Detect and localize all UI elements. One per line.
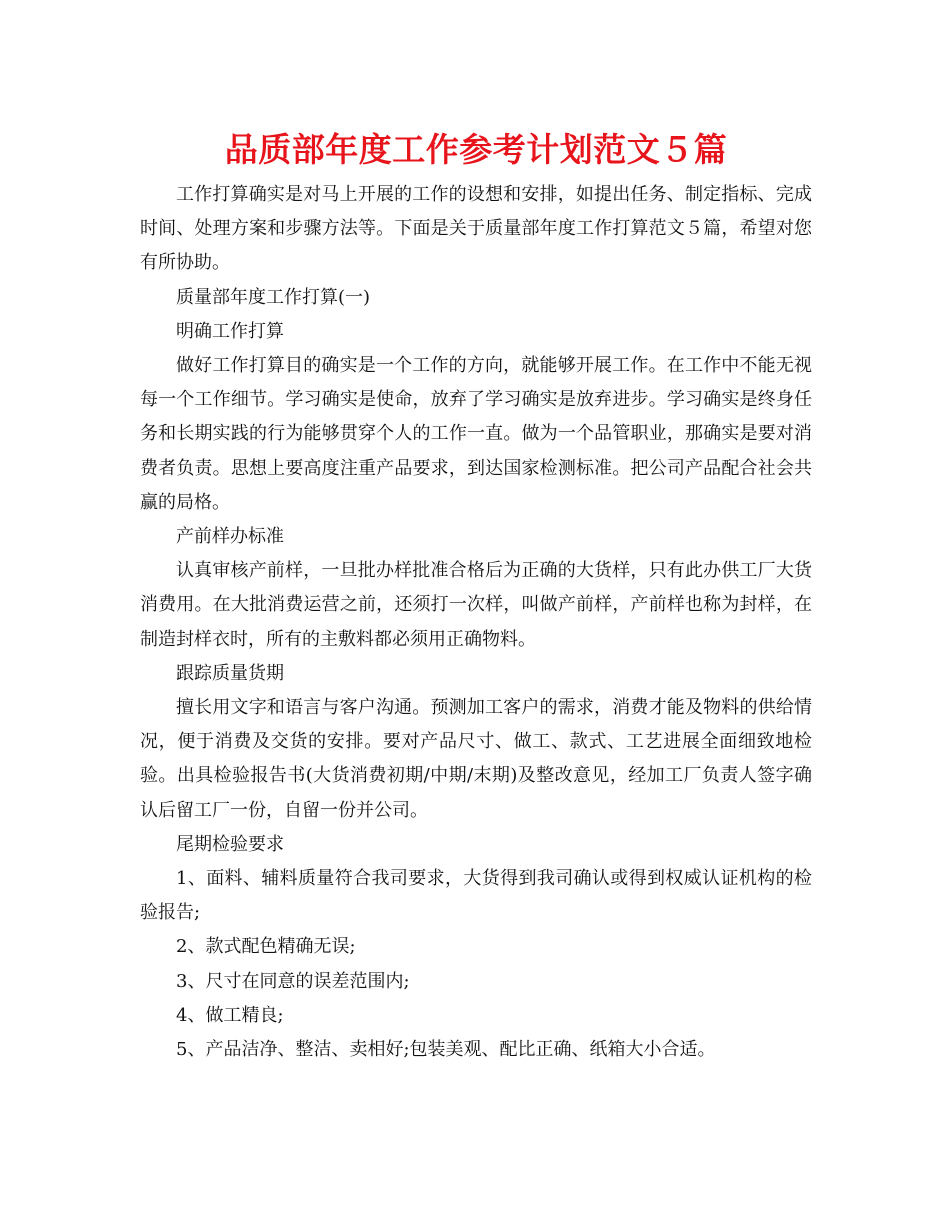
paragraph-pre-production-sample: 认真审核产前样，一旦批办样批准合格后为正确的大货样，只有此办供工厂大货消费用。在大批消费运营之前，还须打一次样，叫做产前样，产前样也称为封样，在制造封样衣时，所有的主敷料都必须用正确物料。: [140, 560, 812, 650]
document-page: [140, 128, 812, 1067]
list-item: 4、做工精良;: [176, 1004, 284, 1026]
intro-paragraph: 工作打算确实是对马上开展的工作的设想和安排，如提出任务、制定指标、完成时间、处理方案和步骤方法等。下面是关于质量部年度工作打算范文５篇，希望对您有所协助。: [140, 184, 812, 274]
section-heading-plan-1: 质量部年度工作打算(一): [176, 286, 371, 308]
requirements-list: [140, 862, 812, 1067]
subheading-clear-plan: 明确工作打算: [176, 320, 284, 342]
subheading-final-inspection: 尾期检验要求: [176, 833, 284, 855]
list-item: 2、款式配色精确无误;: [176, 936, 356, 958]
paragraph-track-quality: 擅长用文字和语言与客户沟通。预测加工客户的需求，消费才能及物料的供给情况，便于消费及交货的安排。要对产品尺寸、做工、款式、工艺进展全面细致地检验。出具检验报告书(大货消费初期/中期/末期)及整改意见，经加工厂负责人签字确认后留工厂一份，自留一份并公司。: [140, 697, 812, 821]
document-title: 品质部年度工作参考计划范文５篇: [224, 130, 728, 169]
list-item: 5、产品洁净、整洁、卖相好;包装美观、配比正确、纸箱大小合适。: [176, 1039, 716, 1061]
list-item: 3、尺寸在同意的误差范围内;: [176, 970, 410, 992]
subheading-pre-production-sample: 产前样办标准: [176, 526, 284, 548]
paragraph-clear-plan: 做好工作打算目的确实是一个工作的方向，就能够开展工作。在工作中不能无视每一个工作细节。学习确实是使命，放弃了学习确实是放弃进步。学习确实是终身任务和长期实践的行为能够贯穿个人的工作一直。做为一个品管职业，那确实是要对消费者负责。思想上要高度注重产品要求，到达国家检测标准。把公司产品配合社会共赢的局格。: [140, 355, 812, 513]
list-item: 1、面料、辅料质量符合我司要求，大货得到我司确认或得到权威认证机构的检验报告;: [140, 868, 812, 924]
subheading-track-quality: 跟踪质量货期: [176, 662, 284, 684]
